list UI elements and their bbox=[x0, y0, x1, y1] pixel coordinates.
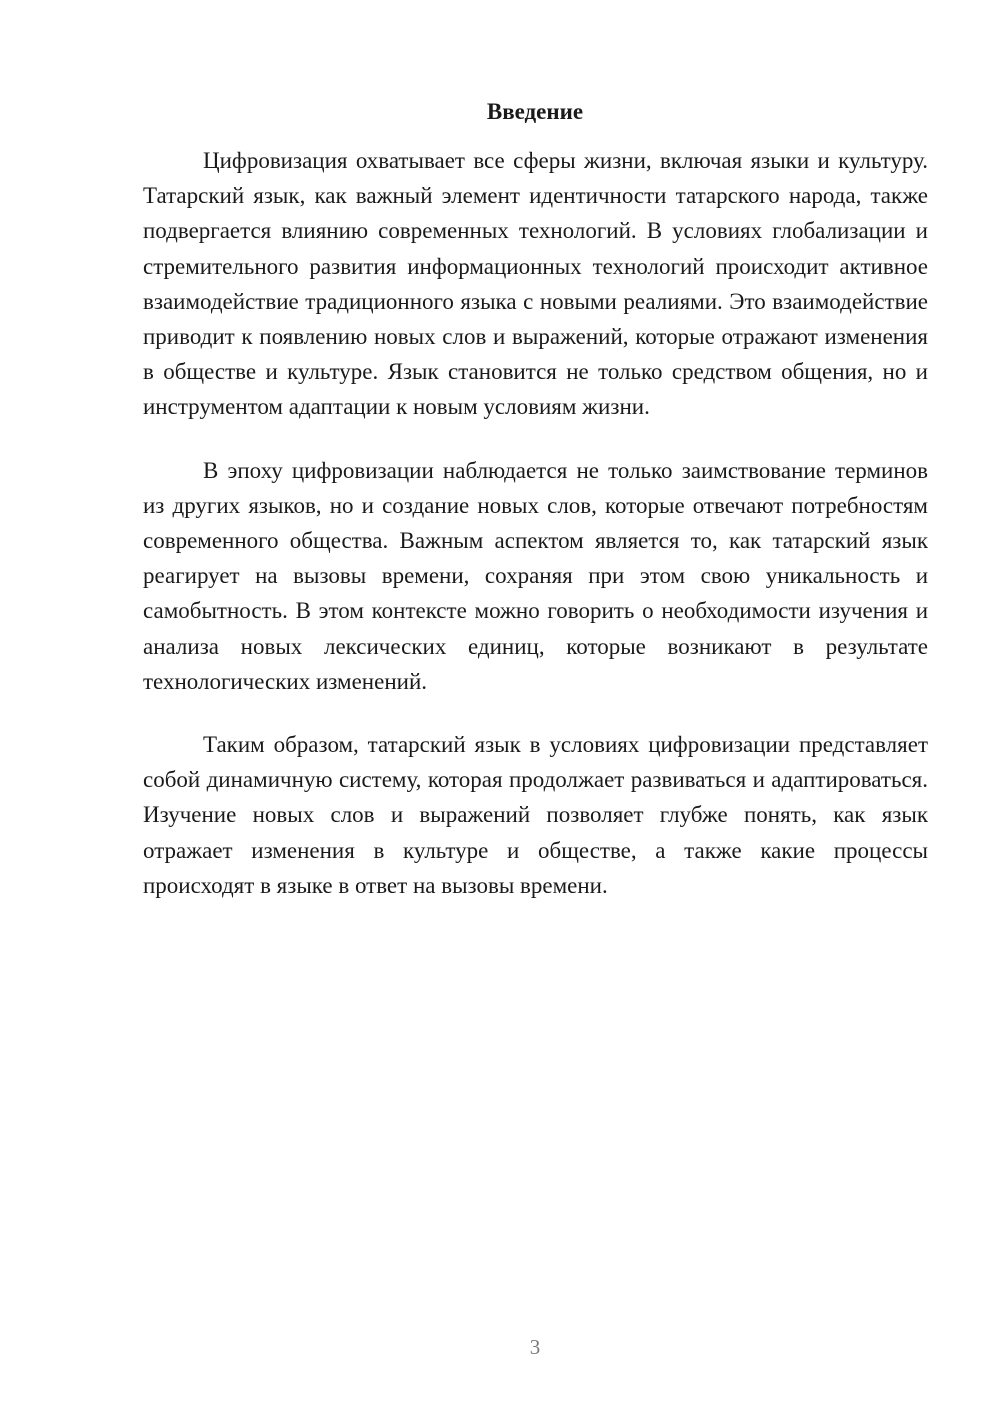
paragraph-3: Таким образом, татарский язык в условиях цифровизации представляет собой динамичную систему, которая продолжает развиваться и адаптироваться. Изучение новых слов и выражений позволяет глубже понять, как язык отражает изменения в культуре и обществе, а также какие процессы происходят в языке в ответ на вызовы времени. bbox=[143, 732, 928, 898]
body-text bbox=[143, 143, 928, 931]
section-heading: Введение bbox=[486, 99, 584, 124]
paragraph-2: В эпоху цифровизации наблюдается не только заимствование терминов из других языков, но и создание новых слов, которые отвечают потребностям современного общества. Важным аспектом является то, как татарский язык реагирует на вызовы времени, сохраняя при этом свою уникальность и самобытность. В этом контексте можно говорить о необходимости изучения и анализа новых лексических единиц, которые возникают в результате технологических изменений. bbox=[143, 457, 928, 694]
page-number: 3 bbox=[529, 1335, 541, 1359]
paragraph-1: Цифровизация охватывает все сферы жизни, включая языки и культуру. Татарский язык, как важный элемент идентичности татарского народа, также подвергается влиянию современных технологий. В условиях глобализации и стремительного развития информационных технологий происходит активное взаимодействие традиционного языка с новыми реалиями. Это взаимодействие приводит к появлению новых слов и выражений, которые отражают изменения в обществе и культуре. Язык становится не только средством общения, но и инструментом адаптации к новым условиям жизни. bbox=[143, 148, 928, 420]
